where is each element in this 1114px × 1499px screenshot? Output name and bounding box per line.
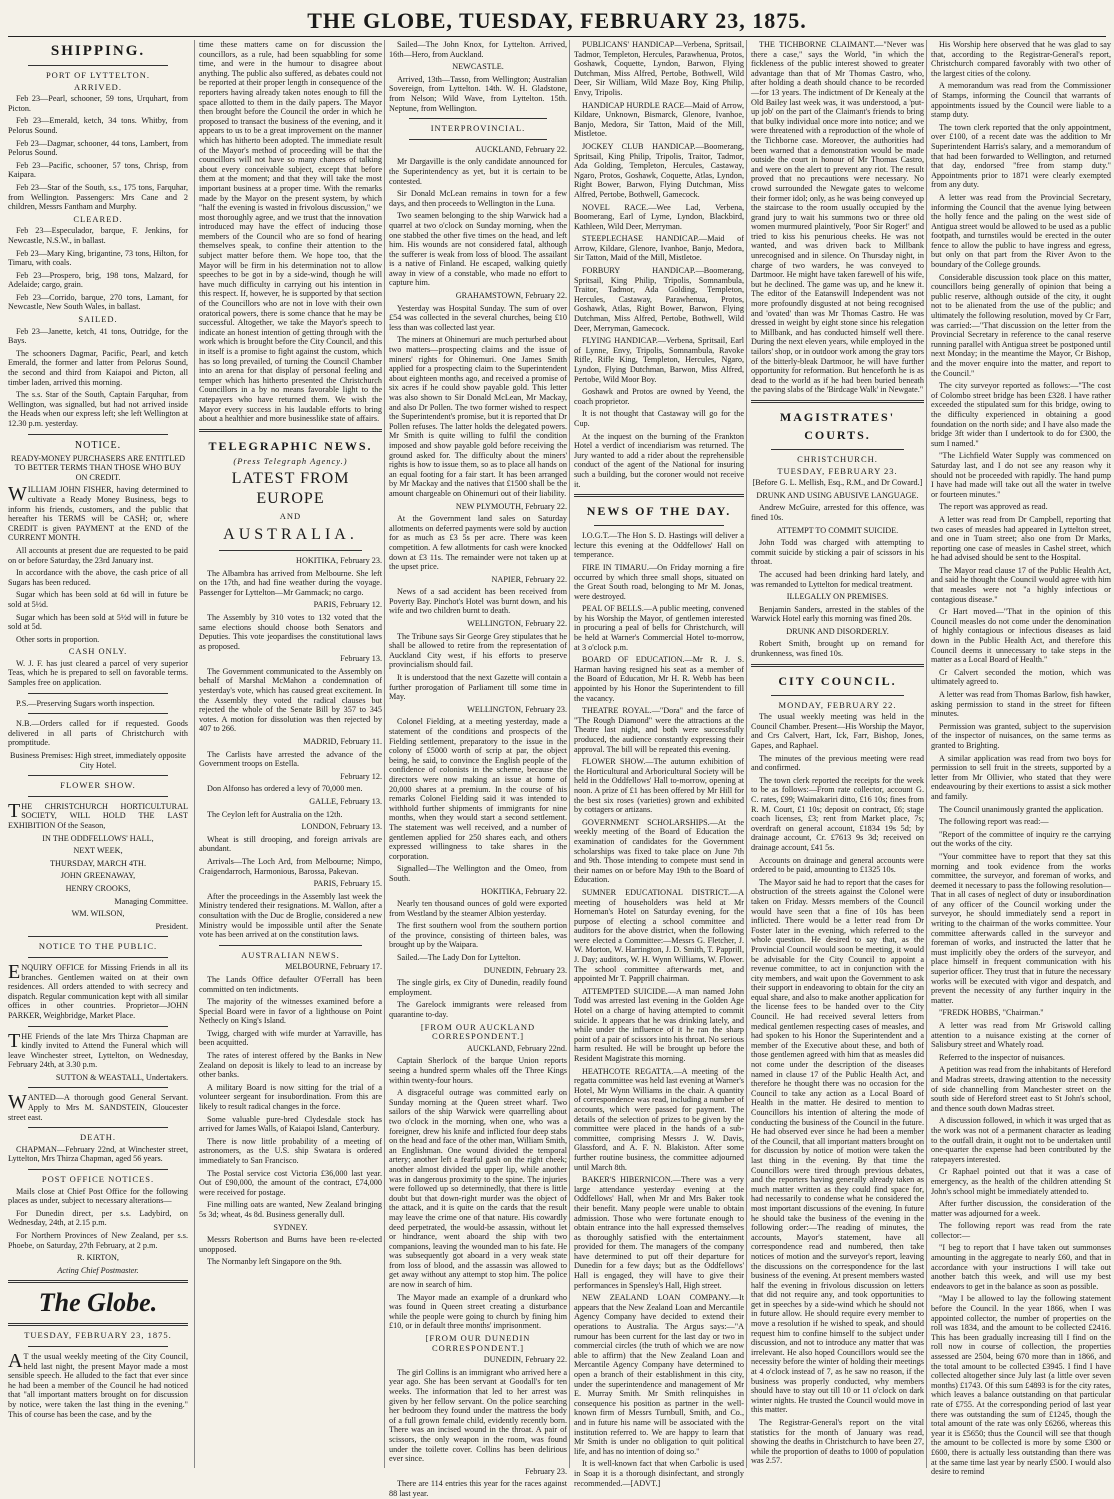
cleared-label: CLEARED. xyxy=(73,213,123,224)
news-item: The Postal service cost Victoria £36,000 last year. Out of £90,000, the amount of the contract, £74,000 were received for postage. xyxy=(199,1168,382,1197)
divider xyxy=(409,118,547,119)
city-council-date: MONDAY, FEBRUARY 22. xyxy=(778,699,897,710)
arrived-list xyxy=(8,94,188,212)
news-item: The Carlists have arrested the advance of the Government troops on Estella. xyxy=(199,749,382,769)
news-item: A disgraceful outrage was committed early on Sunday morning at the Queen street wharf. Two sailors of the ship Warwick were quarrelling about two o'clock in the morning, when one, who was a foreigner, drew his knife and inflicted four deep stabs on the head and face of the other man, William Smith, an Englishman. One wound divided the temporal artery; another left a fearful gash on the right cheek; another almost divided the upper lip, while another was in dangerous proximity to the spine. The injuries were followed up so determinedly, that there is little doubt but that down-right murder was the object of the attack, and it is quite on the cards that the result may leave the crime one of that nature. His cowardly deed perpetrated, the would-be assassin, without let or hindrance, went aboard the ship with two companions, leaving the wounded man to his fate. He was subsequently got aboard in a very weak state from loss of blood, and the assassin was allowed to get away without any attempt to stop him. The police are now in search of him. xyxy=(389,1088,567,1290)
court-item: John Todd was charged with attempting to commit suicide by sticking a pair of scissors in his throat. xyxy=(751,538,924,567)
news-item: NEW PLYMOUTH, February 22. xyxy=(455,501,567,511)
race-entry: JOCKEY CLUB HANDICAP.—Boomerang, Spritsail, King Philip, Tripolis, Traitor, Tadmor, Ada Golding, Templeton, Hercules, Castaway, Ngaro, Protos, Goshawk, Coquette, Atlas, Lyndon, Right Bower, Barwon, Flying Dutchman, Miss Alfred, Pertobe, Bothwell, Gamecock. xyxy=(574,141,744,199)
divider xyxy=(28,713,168,714)
press-agency: (Press Telegraph Agency.) xyxy=(233,455,348,466)
sailed-entry: Feb 23—Janette, ketch, 41 tons, Outridge, for the Bays. xyxy=(8,326,188,346)
news-item: The miners at Ohinemuri are much perturbed about two matters—prospecting claims and the issue of miners' rights for Ohinemuri. One James Smith applied for a prospecting claim to the Superintendent about eighteen months ago, and received a promise of six acres if he could show payable gold. This letter was also shown to Sir Donald McLean, Mr Mackay, and also Dr Pollen. The two former wished to respect the Superintendent's promise, but it is reported that Dr Pollen refuses. The latter holds the delegated powers. Mr Smith is quite willing to fulfil the condition imposed and show payable gold before receiving the ground asked for. The difficulty about the miners' rights is how to issue them, so as to place all hands on an equal footing for a fair start. It has been arranged by Mr Mackay and the natives that £1500 shall be the amount chargeable on Ohinemuri out of their liability. xyxy=(389,335,567,498)
post-body: Mails close at Chief Post Office for the following places as under, subject to necessary alterations— xyxy=(8,1186,188,1206)
court-item: ATTEMPT TO COMMIT SUICIDE. xyxy=(776,525,899,535)
news-item: The Albambra has arrived from Melbourne. She left on the 17th, and had fine weather during the voyage. Passenger for Lyttelton—Mr Gammack; no cargo. xyxy=(199,568,382,597)
divider xyxy=(28,65,168,66)
council-paragraph: Cr Hart moved—"That in the opinion of this Council measles do not come under the denomination of highly contagious or infectious diseases as laid down in the Public Health Act, and therefore this Council deems it unnecessary to take steps in the matter as a Local Board of Health." xyxy=(931,607,1111,665)
divider xyxy=(751,664,924,667)
news-item: The Ceylon left for Australia on the 12th. xyxy=(207,809,343,819)
divider xyxy=(28,1127,168,1128)
notice-p4: Sugar which has been sold at 6d will in future be sold at 5½d. xyxy=(8,590,188,609)
city-council-report xyxy=(751,712,924,1466)
globe-title: The Globe. xyxy=(38,1288,158,1318)
divider xyxy=(199,429,382,432)
council-paragraph: The town clerk reported that the only appointment, over £100, of a recent date was the addition to Mr Superintendent Harris's salary, and a memorandum of that had been forwarded to Wellington, and returned that day, endorsed "free from stamp duty." Appointments prior to 1871 were clearly exempted from any duty. xyxy=(931,122,1111,190)
race-entry: HANDICAP HURDLE RACE—Maid of Arrow, Kildare, Unknown, Bismarck, Glenore, Ivanhoe, Banjo, Medora, Sir Tatton, Maid of the Mill, Mistletoe. xyxy=(574,100,744,139)
port-heading: PORT OF LYTTELTON. xyxy=(45,70,151,80)
news-item: The girl Collins is an immigrant who arrived here a year ago. She has been servant at Goodall's for ten weeks. The information that led to her arrest was given by her fellow servant. On the police searching her bedroom they found under the mattress the body of a full grown female child, evidently recently born. There was an incised wound in the throat. A pair of scissors, the only weapon in the room, was found under the toilette cover. Collins has been delirious ever since. xyxy=(389,1367,567,1464)
council-paragraph: A similar application was read from two boys for permission to sell fruit in the streets, supported by a letter from Mr Ollivier, who stated that they were endeavouring by their exertions to assist a sick mother and family. xyxy=(931,753,1111,801)
divider xyxy=(594,525,724,526)
news-of-the-day xyxy=(574,531,744,1488)
news-item: NAPIER, February 22. xyxy=(491,574,567,584)
funeral-body: THE Friends of the late Mrs Thirza Chapman are kindly invited to Attend the Funeral which will leave Winchester street, Lyttelton, on Wednesday, February 24th, at 3.30 p.m. xyxy=(8,1029,188,1070)
news-item: GOVERNMENT SCHOLARSHIPS.—At the weekly meeting of the Board of Education the examination of candidates for the Government scholarships was fixed to take place on June 7th and 9th. Those intending to compete must send in their names on or before May 19th to the Board of Education. xyxy=(574,817,744,885)
business-premises: Business Premises: High street, immediately opposite City Hotel. xyxy=(9,751,186,770)
news-item: GRAHAMSTOWN, February 22. xyxy=(455,291,567,301)
cleared-list xyxy=(8,226,188,312)
divider xyxy=(28,775,168,776)
shipping-intro xyxy=(389,40,567,113)
city-council-continued xyxy=(931,40,1111,1477)
dunedin-news xyxy=(389,1355,567,1498)
divider xyxy=(28,796,168,797)
globe-date: TUESDAY, FEBRUARY 23, 1875. xyxy=(24,1330,172,1341)
news-item: Fine milling oats are wanted, New Zealand bringing 5s 3d; wheat, 4s 8d. Business generally dull. xyxy=(199,1200,382,1219)
news-item: The Garelock immigrants were released from quarantine to-day. xyxy=(389,1000,567,1020)
news-item: The single girls, ex City of Dunedin, readily found employment. xyxy=(389,978,567,997)
race-entry: STEEPLECHASE HANDICAP.—Maid of Arrow, Kildare, Glenore, Ivanhoe, Banjo, Medora, Sir Tatton, Maid of the Mill, Mistletoe. xyxy=(574,234,744,263)
council-paragraph: Cr Raphael pointed out that it was a case of emergency, as the health of the children attending St John's school might be immediately attended to. xyxy=(931,1167,1111,1196)
news-item: The Tribune says Sir George Grey stipulates that he shall be allowed to retire from the representation of Auckland City west, if his efforts to preserve provincialism should fail. xyxy=(389,631,567,670)
council-paragraph: A letter was read from Dr Campbell, reporting that two cases of measles had appeared in Lyttelton street, and one in Tuam street; also one from Dr Marks, reporting one case of measles in Cashel street, which he had advised should be sent to the Hospital. xyxy=(931,514,1111,563)
council-paragraph: The minutes of the previous meeting were read and confirmed. xyxy=(751,753,924,773)
council-paragraph: The Mayor read clause 17 of the Public Health Act, and said he thought the Council would agree with him that measles were not "a highly infectious or contagious disease." xyxy=(931,565,1111,604)
city-council-title: CITY COUNCIL. xyxy=(778,673,897,688)
notice-head: READY-MONEY PURCHASERS ARE ENTITLED TO BETTER TERMS THAN THOSE WHO BUY ON CREDIT. xyxy=(10,453,186,482)
news-item: PARIS, February 15. xyxy=(313,879,382,889)
tichborne-article: THE TICHBORNE CLAIMANT.—"Never was there a case," says the World, "in which the fickleness of the public interest showed to greater advantage than that of Mr Thomas Castro, who, after holding a death should chance to be recorded—for 13 years. The indictment of Dr Kenealy at the Old Bailey last week was, it was understood, a 'put-up job' on the part of the Claimant's friends to bring that bulky individual once more into notice; and we were threatened with a reproduction of the whole of the Tichborne case. Moreover, the authorities had been warned that a demonstration would be made outside the court in honour of Mr Thomas Castro, and were on the alert to prevent any riot. The result proved that no precautions were necessary. No crowd surrounded the Newgate gates to welcome their former idol; only, as he was being conveyed up the staircase to the room usually occupied by the grand jury to wait his summons two or three old women murmured plaintively, 'Poor Sir Roger!' and tried to kiss his penurious cheeks. He was not wanted, and was driven back to Millbank unrecognised and in silence. On Thursday night, in charge of two warders, he was conveyed to Dartmoor. He might have taken farewell of his wife, but he declined. The game was up, and he knew it. The editor of the Eatanswill Independent was not more profoundly disgusted at not being recognised and 'ovated' than was Mr Thomas Castro. He was dressed in weight by eight stone since his relegation to Millbank, and has conducted himself well there. During the next eleven years, while employed in the tailors' shop, or in outdoor work among the gray tors of the bitterly-bleak Dartmoor, he will have further opportunity for reformation. But henceforth he is as dead to the world as if he had been buried beneath the paving slabs of the 'Birdcage Walk' in Newgate." xyxy=(751,40,924,395)
news-item: BAKER'S HIBERNICON.—There was a very large attendance yesterday evening at the Oddfellows' Hall, when Mr and Mrs Baker took their benefit. Many people were unable to obtain admission. Those who were fortunate enough to obtain entrance into the hall expressed themselves as thoroughly satisfied with the entertainment provided for them. The managers of the company have determined to put off their departure for Dunedin for a few days; but as the Oddfellows' Hall is engaged, they will have to give their performances in Spensley's Hall, High street. xyxy=(574,1175,744,1290)
telegraphic-title: TELEGRAPHIC NEWS. xyxy=(208,438,373,453)
race-entry: FORBURY HANDICAP.—Boomerang, Spritsail, King Philip, Tripolis, Somnambula, Traitor, Tadmor, Ada Golding, Templeton, Hercules, Castaway, Parawhenua, Protos, Goshawk, Atlas, Right Bower, Barwon, Flying Dutchman, Miss Alfred, Pertobe, Bothwell, Wild Deer, Merryman, Gamecock. xyxy=(574,266,744,333)
council-paragraph: The Council unanimously granted the application. xyxy=(939,804,1104,814)
race-entry: At the inquest on the burning of the Frankton Hotel a verdict of incendiarism was returned. The Jury wanted to add a rider about the reprehensible conduct of the agent of the National for insuring such a building, but the coroner would not receive it. xyxy=(574,431,744,489)
column-5 xyxy=(746,40,924,1468)
council-paragraph: Accounts on drainage and general accounts were ordered to be paid, amounting to £1325 10s. xyxy=(751,855,924,875)
arrival-entry: Feb 23—Dagmar, schooner, 44 tons, Lambert, from Pelorus Sound. xyxy=(8,138,188,158)
flower-when-2: THURSDAY, MARCH 4TH. xyxy=(50,858,146,868)
notice-p6: Other sorts in proportion. xyxy=(16,634,100,644)
news-item: AUCKLAND, February 22nd. xyxy=(466,1043,567,1053)
news-item: LONDON, February 13. xyxy=(301,822,382,832)
dunedin-correspondent: [FROM OUR DUNEDIN CORRESPONDENT.] xyxy=(425,1333,531,1353)
divider xyxy=(219,945,362,946)
australian-news-title: AUSTRALIAN NEWS. xyxy=(241,949,340,960)
news-item: HEATHCOTE REGATTA.—A meeting of the regatta committee was held last evening at Warner's Hotel, Mr Wynn Williams in the chair. A quantity of correspondence was read, including a number of accounts, which were passed for payment. The details of the selection of prizes to be given by the committee were placed in the hands of a sub-committee, comprising Messrs J. W. Davis, Glassford, and A. F. N. Blakiston. After some further routine business, the committee adjourned until March 8th. xyxy=(574,1066,744,1172)
divider xyxy=(8,1280,188,1283)
news-item: Don Alfonso has ordered a levy of 70,000 men. xyxy=(207,784,363,794)
news-item: NEW ZEALAND LOAN COMPANY.—It appears that the New Zealand Loan and Mercantile Agency Company have decided to extend their operations to Australia. The Argus says:—"A rumour has been current for the last day or two in commercial circles (the truth of which we are now able to affirm) that the New Zealand Loan and Mercantile Agency Company have determined to open a branch of their establishment in this city, under the superintendence and management of Mr E. Murray Smith. Mr Smith relinquishes in consequence his position as partner in the well-known firm of Messrs Turnbull, Smith, and Co., and in future his name will be associated with the institution referred to. We are happy to learn that Mr Smith is under no obligation to quit political life, and has no intention of doing so." xyxy=(574,1293,744,1456)
news-item: After the proceedings in the Assembly last week the Ministry tendered their resignations. M. Wallon, after a consultation with the Duc de Broglie, considered a new Ministry would be impossible until after the Senate vote has been arrived at on the constitution laws. xyxy=(199,891,382,940)
council-paragraph: The following report was read:— xyxy=(939,817,1049,827)
interprovincial-title: INTERPROVINCIAL. xyxy=(430,123,526,134)
council-paragraph: The town clerk reported the receipts for the week to be as follows:—From rate collector, account G. C. rates, £99; Waimakariri ditto, £16 10s; fines from R. M. Court, £1 10s; deposit on contract, £6; stage coach licenses, £3; rent from Market place, 7s; overdraft on general account, £1834 19s 5d; by drainage account, Cr. £7613 9s 3d; received on drainage account, £41 5s. xyxy=(751,775,924,852)
council-paragraph: The Registrar-General's report on the vital statistics for the month of January was read, showing the deaths in Christchurch to have been 27, while the proportion of deaths to 1000 of population was 2.57. xyxy=(751,1418,924,1466)
news-item: SYDNEY. xyxy=(273,1222,308,1232)
court-item: Robert Smith, brought up on remand for drunkenness, was fined 10s. xyxy=(751,639,924,659)
death-body: CHAPMAN—February 22nd, at Winchester street, Lyttelton, Mrs Thirza Chapman, aged 56 years. xyxy=(8,1144,188,1164)
news-item: DUNEDIN, February 22. xyxy=(483,1355,567,1365)
globe-leader: AT the usual weekly meeting of the City Council, held last night, the present Mayor made a most sensible speech. He alluded to the fact that ever since he had been a member of the Council he had noticed that "all important matters brought on for discussion by notice, were taken the last thing in the evening." This of course has been the case, and by the xyxy=(8,1349,188,1419)
news-item: Captain Sherlock of the barque Union reports seeing a hundred sperm whales off the Three Kings within twenty-four hours. xyxy=(389,1056,567,1085)
news-item: BOARD OF EDUCATION.—Mr R. J. S. Harman having resigned his seat as a member of the Board of Education, Mr H. R. Webb has been appointed by his Honor the Superintendent to fill the vacancy. xyxy=(574,655,744,703)
council-paragraph: "I beg to report that I have taken out summonses amounting in the aggregate to nearly £60, and that in accordance with your instructions I will take out another batch this week, and will use my best endeavors to get in the balance as soon as possible. xyxy=(931,1243,1111,1291)
news-item: The Mayor made an example of a drunkard who was found in Queen street creating a disturbance while the people were going to church by fining him £10, or in default three months' imprisonment. xyxy=(389,1292,567,1331)
cleared-entry: Feb 23—Mary King, brigantine, 73 tons, Hilton, for Timaru, with coals. xyxy=(8,248,188,268)
masthead-rule xyxy=(8,36,1106,37)
divider xyxy=(771,695,904,696)
race-entry: It is not thought that Castaway will go for the Cup. xyxy=(574,409,744,428)
court-item: The accused had been drinking hard lately, and was remanded to Lyttelton for medical treatment. xyxy=(751,569,924,589)
court-item: DRUNK AND USING ABUSIVE LANGUAGE. xyxy=(756,490,919,500)
column-1 xyxy=(8,40,188,1468)
council-paragraph: "Your committee have to report that they sat this morning and took evidence from the works committee, the surveyor, and foreman of works, and deemed it necessary to pass the following resolution—That in all cases of neglect of duty or insubordination of any officer of the Council working under the surveyor, he should immediately send a report in writing to the chairman of the works committee. Your committee afterwards called in the surveyor and foreman of works, and instructed the latter that he must implicitly obey the orders of the surveyor, and place himself in frequent communication with his superior officer. They trust that in future the necessary works will be executed with vigor and despatch, and prevent the necessity of any further inquiry in the matter. xyxy=(931,851,1111,1005)
news-item: FIRE IN TIMARU.—On Friday morning a fire occurred by which three small shops, situated on the Great South road, belonging to Mr M. Jonas, were destroyed. xyxy=(574,562,744,601)
news-item: SUMNER EDUCATIONAL DISTRICT.—A meeting of householders was held at Mr Horneman's Hotel on Saturday evening, for the purpose of electing a school committee and auditors for the above district, when the following were elected a Committee:—Messrs G. Fletcher, J. W. Morton, W. Harrington, J. D. Smith, T. Papprill, J. Day; auditors, W. H. Wynn Williams, W. Flower. The school committee afterwards met, and appointed Mr T. Papprill chairman. xyxy=(574,887,744,984)
news-item: I.O.G.T.—The Hon S. D. Hastings will deliver a lecture this evening at the Oddfellows' Hall on temperance. xyxy=(574,531,744,560)
magistrates-title: MAGISTRATES' COURTS. xyxy=(779,409,896,442)
cleared-entry: Feb 23—Prospero, brig, 198 tons, Malzard, for Adelaide; cargo, grain. xyxy=(8,270,188,290)
post-sig-2: Acting Chief Postmaster. xyxy=(57,1265,139,1275)
council-paragraph: "May I be allowed to lay the following statement before the Council. In the year 1866, when I was appointed collector, the number of properties on the roll was 1834, and the amount to be collected £2416. This has been gradually increasing till I find on the roll now in course of collection, the properties assessed are 2504, being 670 more than in 1866, and the total amount to be collected £3945. I find I have collected altogether since July last (a little over seven months) £1743. Of this sum £4893 is for the city rates, which leaves a balance outstanding on that particular rate of £755. At the corresponding period of last year there was outstanding the sum of £1245, though the total amount of the rate was only £6266, whereas this year it is £5650; thus the Council will see that though the amount to be collected is more by some £300 or £600, there is actually less outstanding than there was at the same time last year by nearly £500. I would also desire to remind xyxy=(931,1294,1111,1477)
funeral-sig: SUTTON & WEASTALL, Undertakers. xyxy=(55,1072,188,1082)
magistrates-date: TUESDAY, FEBRUARY 23. xyxy=(777,465,898,476)
news-item: The rates of interest offered by the Banks in New Zealand on deposit is likely to lead to an increase by other banks. xyxy=(199,1051,382,1080)
flower-where: IN THE ODDFELLOWS' HALL, xyxy=(42,833,154,843)
news-item: NEWCASTLE. xyxy=(452,62,504,72)
public-body: ENQUIRY OFFICE for Missing Friends in all its branches. Gentlemen waited on at their own residences. All orders attended to with secrecy and dispatch. Regular communication kept with all similar offices in other countries. Proprietor—JOHN PARKER, Weighbridge, Market Place. xyxy=(8,960,188,1020)
divider xyxy=(28,1087,168,1088)
notice-p2: All accounts at present due are requested to be paid on or before Saturday, the 23rd January inst. xyxy=(8,545,188,565)
news-item: Sailed.—The Lady Don for Lyttelton. xyxy=(397,953,521,963)
arrival-entry: Feb 23—Emerald, ketch, 34 tons. Whitby, from Pelorus Sound. xyxy=(8,116,188,135)
flower-sig-3: Managing Committee. xyxy=(114,896,188,906)
post-p3: For Northern Provinces of New Zealand, per s.s. Phoebe, on Saturday, 27th February, at 2 p.m. xyxy=(8,1231,188,1250)
shipping-title: SHIPPING. xyxy=(50,43,146,59)
column-4 xyxy=(569,40,744,1488)
arrival-entry: Feb 23—Pearl, schooner, 59 tons, Urquhart, from Picton. xyxy=(8,94,188,113)
news-item: It is understood that the next Gazette will contain a further prorogation of Parliament till some time in May. xyxy=(389,673,567,702)
divider xyxy=(28,1026,168,1027)
divider xyxy=(409,139,547,140)
council-paragraph: The report was approved as read. xyxy=(939,502,1048,512)
news-item: There is now little probability of a meeting of astronomers, as the U.S. ship Swatara is ordered immediately to San Francisco. xyxy=(199,1136,382,1165)
news-item: Wheat is still drooping, and foreign arrivals are abundant. xyxy=(199,834,382,854)
council-paragraph: A memorandum was read from the Commissioner of Stamps, informing the Council that warrants of appointments issued by the Council were liable to a stamp duty. xyxy=(931,81,1111,120)
news-item: The Lands Office defaulter O'Ferrall has been committed on ten indictments. xyxy=(199,974,382,994)
news-item: GALLE, February 13. xyxy=(309,797,382,806)
news-item: Arrivals—The Loch Ard, from Melbourne; Nimpo, Craigendarroch, Harmonious, Barossa, Pakevan. xyxy=(199,856,382,876)
council-paragraph: Referred to the inspector of nuisances. xyxy=(939,1052,1065,1062)
council-paragraph: A letter was read from Mr Griswold calling attention to a nuisance existing at the corner of Salisbury street and Whately road. xyxy=(931,1021,1111,1050)
divider xyxy=(574,494,744,497)
news-item: February 13. xyxy=(340,654,382,664)
notice-body: WILLIAM JOHN FISHER, having determined to cultivate a Ready Money Business, begs to inform his friends, customers, and the public that hereafter his TERMS will be CASH; or, where CREDIT is given PAYMENT at the END of the CURRENT MONTH. xyxy=(8,483,188,543)
news-item: PEAL OF BELLS.—A public meeting, convened by his Worship the Mayor, of gentlemen interested in procuring a peal of bells for Christchurch, will be held at Warner's Commercial Hotel to-morrow, at 3 o'clock p.m. xyxy=(574,604,744,652)
magistrates-cases xyxy=(751,491,924,659)
news-item: Mr Dargaville is the only candidate announced for the Superintendency as yet, but it is certain to be contested. xyxy=(389,157,567,186)
news-item: The Normanby left Singapore on the 9th. xyxy=(207,1257,342,1267)
news-item: WELLINGTON, February 22. xyxy=(467,619,567,629)
council-paragraph: The Mayor said he had to report that the cases for obstruction of the streets against the Colonel were taken on Friday. Messrs members of the Council would have seen that a fine of 10s has been inflicted. There would be a letter read from Dr Foster later in the evening, which referred to the whole question. He desired to say that, as the Provincial Council would soon be meeting, it would be advisable for the City Council to appoint a revenue committee, to act in conjunction with the city members, and wait upon the Government to ask their support in endeavoring to obtain for the city an equal share, and also to make another application for the license fees to be handed over to the City Council. He had received several letters from medical gentlemen respecting cases of measles, and had spoken to his Honor the Superintendent and a member of the Executive about these, and both of those gentlemen agreed with him that as measles did not come under the description of the diseases named in clause 17 of the Public Health Act, and therefore he thought there was no occasion for the Council to take any action as a Local Board of Health in the matter. He desired to mention to Councillors his intention of altering the mode of conducting the business of the Council in the future. He had observed ever since he had been a member of the Council, that all important matters brought on for discussion by notice of motion were taken the last thing in the evening. By that time the Councillors were tired through previous debates, and the reporters having generally already taken as much matter written as they could find space for, had necessarily to condense what he considered the most important discussions of the evening. In future he should take the business of the evening in the following order:—The reading of minutes, the accounts, Mayor's statement, have all correspondence read and numbered, then take notices of motion and the surveyor's report, leaving the discussions on the correspondence for the last business of the evening. At present members wasted half the evening in frivolous discussion on letters that did not require any, and took opportunities to get in speeches by a side-wind which he should not in future allow. He should require every member to move a resolution if he wished to speak, and should request him to confine himself to the subject under discussion, and not to introduce any matter that was irrelevant. He also hoped Councillors would see the necessity before the winter of holding their meetings at 4 o'clock instead of 7, as he saw no reason, if the business was properly conducted, why members should have to stay out till 10 or 11 o'clock on dark winter nights. He trusted the Council would move in this matter. xyxy=(751,877,925,1415)
court-item: Benjamin Sanders, arrested in the stables of the Warwick Hotel early this morning was fined 20s. xyxy=(751,604,924,624)
flower-when-1: NEXT WEEK, xyxy=(73,846,123,856)
ps-note: P.S.—Preserving Sugars worth inspection. xyxy=(16,698,155,708)
divider xyxy=(28,693,168,694)
council-paragraph: His Worship here observed that he was glad to say that, according to the Registrar-General's report, Christchurch compared favorably with two other of the largest cities of the colony. xyxy=(931,40,1111,78)
latest-australia: AUSTRALIA. xyxy=(223,525,358,543)
news-item: HOKITIKA, February 22. xyxy=(481,886,567,896)
flower-sig-2: HENRY CROOKS, xyxy=(65,883,131,893)
latest-and: AND xyxy=(279,511,302,522)
leader-continued: time these matters came on for discussion the councillors, as a rule, had been squabbling for some time, and were in the humour to disagree about anything. The public also suffered, as debates could not be reported at their proper length in consequence of the reporters having already taken notes enough to fill the space allotted to them in the daily papers. The Mayor then brought before the Council the order in which he proposed to transact the business of the evening, and it appears to us to be a great improvement on the manner which has hitherto been adopted. The immediate result of the Mayor's method of proceeding will be that the councillors will not have so many chances of talking about every conceivable subject, except that before them at the moment; and that they will take the most important business at a proper time. With the remarks made by the Mayor on the present system, by which "half the evening is wasted in frivolous discussion," we most thoroughly agree, and we trust that the innovation introduced may have the effect of inducing those members of the Council who are so fond of hearing themselves speak, to confine their attention to the subject matter before them. We hope too, that the Mayor will be firm in his determination not to allow speeches to be got in by a side-wind, though he will have much difficulty in carrying out his intention in this respect. If, however, he is supported by that section of the Councillors who are not in love with their own oratorical powers, there is some chance that he may be successful. Altogether, we take the Mayor's speech to indicate an honest intention of getting through with the work which is brought before the City Council, and this in itself is a promise to fight against the custom, which has so long prevailed, of turning the Council Chamber into an arena for that display of personal feeling and temper which has hitherto presented the Christchurch Councillors in a by no means favorable light to the ratepayers who have returned them. We wish the Mayor every success in his laudable efforts to bring about a healthier and more businesslike state of affairs. xyxy=(199,40,382,424)
star-note: The s.s. Star of the South, Captain Farquhar, from Wellington, was signalled, but had not arrived inside the Heads when our express left; she left Wellington at 12.30 p.m. yesterday. xyxy=(8,390,188,428)
council-paragraph: A letter was read from the Provincial Secretary, informing the Council that the avenue lying between the holly fence and the paling on the west side of Antigua street would be allowed to be used as a public footpath, and turnstiles would be erected in the outer fence to allow the public to have ingress and egress, but only on that part from the River Avon to the boundary of the College grounds. xyxy=(931,192,1111,270)
news-item: The Assembly by 310 votes to 132 voted that the same elections should choose both Senators and Deputies. This vote jeopardises the constitutional laws as proposed. xyxy=(199,612,382,651)
divider xyxy=(219,550,362,551)
news-item: Messrs Robertson and Burns have been re-elected unopposed. xyxy=(199,1235,382,1254)
news-item: Some valuable pure-bred Clydesdale stock has arrived for James Walls, of Kaiapoi Island, Canterbury. xyxy=(199,1114,382,1134)
news-item: Arrived, 13th—Tasso, from Wellington; Australian Sovereign, from Lyttelton. 14th. W. H. Gladstone, from Nelson; Wild Wave, from Lyttelton. 15th. Neptune, from Wellington. xyxy=(389,74,567,113)
notice-title: NOTICE. xyxy=(74,439,122,451)
council-paragraph: "The Lichfield Water Supply was commenced on Saturday last, and I do not see any reason why it should not be proceeded with rapidly. The hand pump I have had made will take out all the water in twelve or fourteen minutes." xyxy=(931,451,1111,499)
column-6 xyxy=(926,40,1111,1477)
interprovincial-news xyxy=(389,145,567,1020)
cleared-entry: Feb 23—Especulador, barque, F. Jenkins, for Newcastle, N.S.W., in ballast. xyxy=(8,226,188,245)
divider xyxy=(28,1346,168,1347)
europe-news xyxy=(199,556,382,940)
magistrates-bench: [Before G. L. Mellish, Esq., R.M., and Dr Coward.] xyxy=(752,478,923,488)
news-item: February 12. xyxy=(340,771,382,781)
council-paragraph: Permission was granted, subject to the supervision of the inspector of nuisances, on the same terms as granted to Brighting. xyxy=(931,721,1111,750)
news-item: Two seamen belonging to the ship Warwick had a quarrel at two o'clock on Sunday morning, when the one stabbed the other five times on the head, and left him. His wounds are not considered fatal, although the sufferer is weak from loss of blood. The assailant is a native of Finland. He escaped, walking quietly away in view of a constable, who made no effort to capture him. xyxy=(389,211,567,288)
news-item: Colonel Fielding, at a meeting yesterday, made a statement of the conditions and prospects of the Fielding settlement, preparatory to the issue in the colony of £5000 worth of scrip at par, the object being, he said, to convince the English people of the confidence of colonists in the scheme, because the directors were now making an issue at home of 20,000 shares at a premium. In the course of his remarks Colonel Fielding said it was intended to withhold further shipments of immigrants for nine months, when they would start a second settlement. The statement was well received, and a number of gentlemen applied for 250 shares each, and others expressed willingness to take shares in the corporation. xyxy=(389,717,567,861)
divider xyxy=(28,434,168,435)
news-item: WELLINGTON, February 23. xyxy=(467,704,567,714)
court-item: ILLEGALLY ON PREMISES. xyxy=(786,592,889,602)
news-item: It is well-known fact that when Carbolic is used in Soap it is a thorough disinfectant, and strongly recommended.—[ADVT.] xyxy=(574,1459,744,1488)
cash-only: CASH ONLY. xyxy=(68,646,128,657)
court-item: Andrew McGuire, arrested for this offence, was fined 10s. xyxy=(751,503,924,522)
cash-body: W. J. F. has just cleared a parcel of very superior Teas, which he is prepared to sell on favorable terms. Samples free on application. xyxy=(8,658,188,688)
news-item: Sir Donald McLean remains in town for a few days, and then proceeds to Wellington in the Luna. xyxy=(389,189,567,208)
nb-note: N.B.—Orders called for if requested. Goods delivered in all parts of Christchurch with promptitude. xyxy=(8,719,188,748)
news-item: A military Board is now sitting for the trial of a volunteer sergeant for insubordination. From this are likely to result radical changes in the force. xyxy=(199,1082,382,1112)
divider xyxy=(8,1323,188,1326)
notice-p3: In accordance with the above, the cash price of all Sugars has been reduced. xyxy=(8,568,188,587)
public-title: NOTICE TO THE PUBLIC. xyxy=(38,941,158,952)
news-item: PARIS, February 12. xyxy=(313,600,382,610)
news-item: MADRID, February 11. xyxy=(303,737,382,747)
divider xyxy=(28,957,168,958)
council-paragraph: "FREDK HOBBS, "Chairman." xyxy=(939,1008,1044,1018)
news-item: The majority of the witnesses examined before a Special Board were in favor of a lighthouse on Point Nethecly on King's Island. xyxy=(199,997,382,1026)
news-item: AUCKLAND, February 22. xyxy=(475,144,567,154)
news-item: THEATRE ROYAL.—"Dora" and the farce of "The Rough Diamond" were the attractions at the Theatre last night, and both were successfully produced, the audience constantly expressing their approval. The bill will be repeated this evening. xyxy=(574,706,744,754)
magistrates-place: CHRISTCHURCH. xyxy=(797,453,878,464)
australian-news xyxy=(199,962,382,1267)
news-item: At the Government land sales on Saturday allotments on deferred payments were sold by auction for as much as £3 5s per acre. There was keen competition. A few allotments for cash were knocked down at £3 11s. The remainder were not taken up at the upset price. xyxy=(389,514,567,572)
flower-sig-1: JOHN GREENAWAY, xyxy=(60,871,136,881)
column-3 xyxy=(384,40,567,1498)
council-paragraph: A letter was read from Thomas Barlow, fish hawker, asking permission to stand in the street for fifteen minutes. xyxy=(931,690,1111,719)
council-paragraph: A discussion followed, in which it was urged that as the work was not of a permanent character as leading to the outfall drain, it ought not to be undertaken until one-quarter the expense had been contributed by the ratepayers interested. xyxy=(931,1116,1111,1164)
cleared-entry: Feb 23—Corrido, barque, 270 tons, Lamant, for Newcastle, New South Wales, in ballast. xyxy=(8,292,188,312)
news-item: Twigg, charged with wife murder at Yarraville, has been acquitted. xyxy=(199,1028,382,1048)
sailed-label: SAILED. xyxy=(78,314,118,325)
notice-p5: Sugar which has been sold at 5½d will in future be sold at 5d. xyxy=(8,612,188,632)
post-sig-1: R. KIRTON, xyxy=(77,1253,119,1263)
news-item: The Government communicated to the Assembly on behalf of Marshal McMahon a condemnation of yesterday's vote, which has caused great excitement. In the Assembly they voted the radical clauses but rejected the whole of the Senate Bill by 357 to 345 votes. A motion for dissolution was then rejected by 407 to 266. xyxy=(199,666,382,734)
news-item: FLOWER SHOW.—The autumn exhibition of the Horticultural and Arboricultural Society will be held in the Oddfellows' Hall to-morrow, opening at noon. A prize of £1 has been offered by Mr Hill for the best six roses (varieties) grown and exhibited by cottagers or artizans. xyxy=(574,757,744,815)
news-item: MELBOURNE, February 17. xyxy=(285,962,382,972)
race-entry: FLYING HANDICAP.—Verbena, Spritsail, Earl of Lynne, Envy, Tripolis, Somnambula, Ravoke Rifle, Rifle King, Templeton, Hercules, Ngaro, Lyndon, Flying Dutchman, Barwon, Miss Alfred, Pertobe, Wild Moor Boy. xyxy=(574,336,744,384)
race-entry: Goshawk and Protos are owned by Yeend, the coach proprietor. xyxy=(574,387,744,406)
news-item: HOKITIKA, February 23. xyxy=(296,555,382,565)
flower-body: THE CHRISTCHURCH HORTICULTURAL SOCIETY, WILL HOLD THE LAST EXHIBITION Of the Season, xyxy=(8,799,188,830)
masthead: THE GLOBE, TUESDAY, FEBRUARY 23, 1875. xyxy=(307,8,807,33)
news-item: February 23. xyxy=(525,1466,567,1476)
flower-sig-5: President. xyxy=(155,921,188,931)
death-title: DEATH. xyxy=(80,1132,116,1143)
news-item: There are 114 entries this year for the races against 88 last year. xyxy=(389,1479,567,1498)
council-paragraph: The city surveyor reported as follows:—"The cost of Colombo street bridge has been £328. I have rather exceeded the stipulated sum for this bridge, owing to the difficulty experienced in obtaining a good foundation on the north side; and I have also made the bridge 3ft wider than I undertook to do for £300, the sum I named." xyxy=(931,381,1111,448)
divider xyxy=(751,400,924,403)
column-2 xyxy=(194,40,382,1468)
news-item: News of a sad accident has been received from Poverty Bay. Pinchot's Hotel was burnt down, and his wife and two children burnt to death. xyxy=(389,587,567,616)
post-p2: For Dunedin direct, per s.s. Ladybird, on Wednesday, 24th, at 2.15 p.m. xyxy=(8,1208,188,1228)
news-item: Yesterday was Hospital Sunday. The sum of over £54 was collected in the several churches, being £10 less than was collected last year. xyxy=(389,303,567,332)
divider xyxy=(28,1169,168,1170)
flower-sig-4: WM. WILSON, xyxy=(71,909,125,919)
shipping-note: The schooners Dagmar, Pacific, Pearl, and ketch Emerald, the former and latter from Pelorus Sound, the second and third from Kaiapoi and Picton, all timber laden, arrived this morning. xyxy=(8,348,188,387)
news-item: DUNEDIN, February 23. xyxy=(483,965,567,975)
news-item: Sailed—The John Knox, for Lyttelton. Arrived, 16th—Hero, from Auckland. xyxy=(389,40,567,59)
council-paragraph: "Report of the committee of inquiry re the carrying out the works of the city. xyxy=(931,829,1111,849)
race-entry: NOVEL RACE.—Wee Lad, Verbena, Boomerang, Earl of Lyme, Lyndon, Blackbird, Kathleen, Wild Deer, Merryman. xyxy=(574,202,744,231)
council-paragraph: The usual weekly meeting was held in the Council Chamber. Present—His Worship the Mayor, and Crs Calvert, Hart, Ick, Farr, Bishop, Jones, Gapes, and Raphael. xyxy=(751,712,924,751)
court-item: DRUNK AND DISORDERLY. xyxy=(786,626,889,636)
divider xyxy=(28,936,168,937)
divider xyxy=(771,449,904,450)
news-item: ATTEMPTED SUICIDE.—A man named John Todd was arrested last evening in the Golden Age Hotel on a charge of having attempted to commit suicide. It appears that he was drinking lately, and while under the influence of it he ran the sharp point of a pair of scissors into his throat. No serious harm resulted. He will be brought up before the Resident Magistrate this morning. xyxy=(574,986,744,1063)
post-title: POST OFFICE NOTICES. xyxy=(41,1174,155,1185)
arrival-entry: Feb 23—Pacific, schooner, 57 tons, Chrisp, from Kaipara. xyxy=(8,160,188,180)
auckland-correspondent: [FROM OUR AUCKLAND CORRESPONDENT.] xyxy=(420,1021,536,1042)
council-paragraph: Considerable discussion took place on this matter, councillors being generally of opinion that being a public reserve, although outside of the city, it ought not to be alienated from the use of the public; and ultimately the following resolution, moved by Cr Farr, was carried:—"That discussion on the letter from the Provincial Secretary in reference to the canal reserve running parallel with Antigua street be postponed until next Monday; in the meantime the Mayor, Cr Bishop, and the mover enquire into the matter, and report to the Council." xyxy=(931,272,1111,378)
racing-entries xyxy=(574,40,744,489)
flower-title: FLOWER SHOW. xyxy=(60,780,136,791)
wanted-body: WANTED—A thorough good General Servant. Apply to Mrs M. SANDSTEIN, Gloucester street east. xyxy=(8,1091,188,1122)
news-of-the-day-title: NEWS OF THE DAY. xyxy=(586,504,732,519)
council-paragraph: After further discussion, the consideration of the matter was adjourned for a week. xyxy=(931,1199,1111,1218)
news-item: The first southern wool from the southern portion of the province, consisting of thirteen bales, was brought up by the Waipara. xyxy=(389,921,567,950)
auckland-news xyxy=(389,1044,567,1331)
news-item: Signalled—The Wellington and the Omeo, from South. xyxy=(389,864,567,883)
council-paragraph: A petition was read from the inhabitants of Hereford and Madras streets, drawing attention to the necessity of side channelling from Manchester street on the south side of Hereford street east to St John's school, and thence south down Madras street. xyxy=(931,1065,1111,1113)
news-item: Nearly ten thousand ounces of gold were exported from Westland by the steamer Albion yesterday. xyxy=(389,899,567,918)
council-paragraph: Cr Calvert seconded the motion, which was ultimately agreed to. xyxy=(931,667,1111,687)
council-paragraph: The following report was read from the rate collector:— xyxy=(931,1221,1111,1240)
arrival-entry: Feb 23—Star of the South, s.s., 175 tons, Farquhar, from Wellington. Passengers: Mrs Cane and 2 children, Messrs Fantham and Murphy. xyxy=(8,182,188,212)
race-entry: PUBLICANS' HANDICAP—Verbena, Spritsail, Tadmor, Templeton, Hercules, Parawhenua, Protos, Goshawk, Coquette, Lyndon, Barwon, Flying Dutchman, Miss Alfred, Pertobe, Bothwell, Wild Deer, Sir William, Wild Maze Boy, King Philip, Envy, Tripolis. xyxy=(574,40,744,97)
arrived-label: ARRIVED. xyxy=(74,81,122,92)
latest-europe: LATEST FROM EUROPE xyxy=(231,470,350,508)
